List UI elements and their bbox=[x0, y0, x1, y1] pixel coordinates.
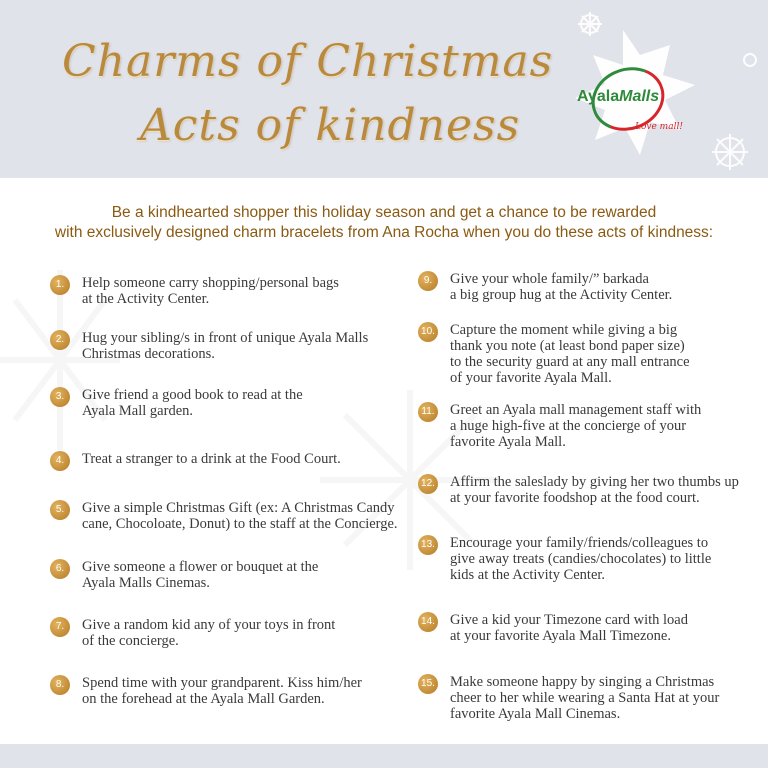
item-text: Give a simple Christmas Gift (ex: A Christmas Candy cane, Chocoloate, Donut) to the staff at the Concierge. bbox=[82, 500, 398, 532]
header-banner bbox=[0, 0, 768, 178]
item-number-badge: 10. bbox=[418, 322, 438, 342]
intro-text bbox=[0, 203, 768, 243]
item-number-badge: 1. bbox=[50, 275, 70, 295]
item-text: Greet an Ayala mall management staff with a huge high-five at the concierge of your favorite Ayala Mall. bbox=[450, 402, 702, 450]
item-text: Give friend a good book to read at the Ayala Mall garden. bbox=[82, 387, 303, 419]
item-number-badge: 12. bbox=[418, 474, 438, 494]
item-number-badge: 15. bbox=[418, 674, 438, 694]
item-number-badge: 4. bbox=[50, 451, 70, 471]
item-number-badge: 11. bbox=[418, 402, 438, 422]
intro-line-2: with exclusively designed charm bracelets from Ana Rocha when you do these acts of kindness: bbox=[54, 224, 714, 241]
logo-tagline: Love mall! bbox=[635, 122, 683, 132]
item-text: Hug your sibling/s in front of unique Ayala Malls Christmas decorations. bbox=[82, 330, 369, 362]
footer-bar bbox=[0, 744, 768, 768]
item-number-badge: 6. bbox=[50, 559, 70, 579]
title-line-2: Acts of kindness bbox=[140, 100, 521, 151]
item-number-badge: 7. bbox=[50, 617, 70, 637]
item-number-badge: 3. bbox=[50, 387, 70, 407]
intro-line-1: Be a kindhearted shopper this holiday season and get a chance to be rewarded bbox=[111, 204, 657, 221]
item-number-badge: 13. bbox=[418, 535, 438, 555]
item-text: Give a random kid any of your toys in front of the concierge. bbox=[82, 617, 336, 649]
item-text: Make someone happy by singing a Christmas cheer to her while wearing a Santa Hat at your favorite Ayala Mall Cinemas. bbox=[450, 674, 720, 722]
logo-wordmark: AyalaMalls bbox=[577, 88, 660, 105]
ayala-malls-logo bbox=[573, 48, 683, 148]
item-text: Give your whole family/” barkada a big group hug at the Activity Center. bbox=[450, 271, 673, 303]
item-number-badge: 8. bbox=[50, 675, 70, 695]
item-text: Spend time with your grandparent. Kiss him/her on the forehead at the Ayala Mall Garden. bbox=[82, 675, 362, 707]
item-text: Treat a stranger to a drink at the Food Court. bbox=[82, 451, 341, 467]
item-text: Affirm the saleslady by giving her two thumbs up at your favorite foodshop at the food court. bbox=[450, 474, 739, 506]
item-text: Help someone carry shopping/personal bags at the Activity Center. bbox=[82, 275, 339, 307]
item-number-badge: 5. bbox=[50, 500, 70, 520]
item-text: Capture the moment while giving a big thank you note (at least bond paper size) to the security guard at any mall entrance of your favorite Ayala Mall. bbox=[450, 322, 690, 386]
item-number-badge: 14. bbox=[418, 612, 438, 632]
item-number-badge: 2. bbox=[50, 330, 70, 350]
item-text: Give a kid your Timezone card with load at your favorite Ayala Mall Timezone. bbox=[450, 612, 688, 644]
title-line-1: Charms of Christmas bbox=[62, 36, 554, 87]
item-text: Give someone a flower or bouquet at the Ayala Malls Cinemas. bbox=[82, 559, 319, 591]
item-number-badge: 9. bbox=[418, 271, 438, 291]
item-text: Encourage your family/friends/colleagues to give away treats (candies/chocolates) to little kids at the Activity Center. bbox=[450, 535, 712, 583]
